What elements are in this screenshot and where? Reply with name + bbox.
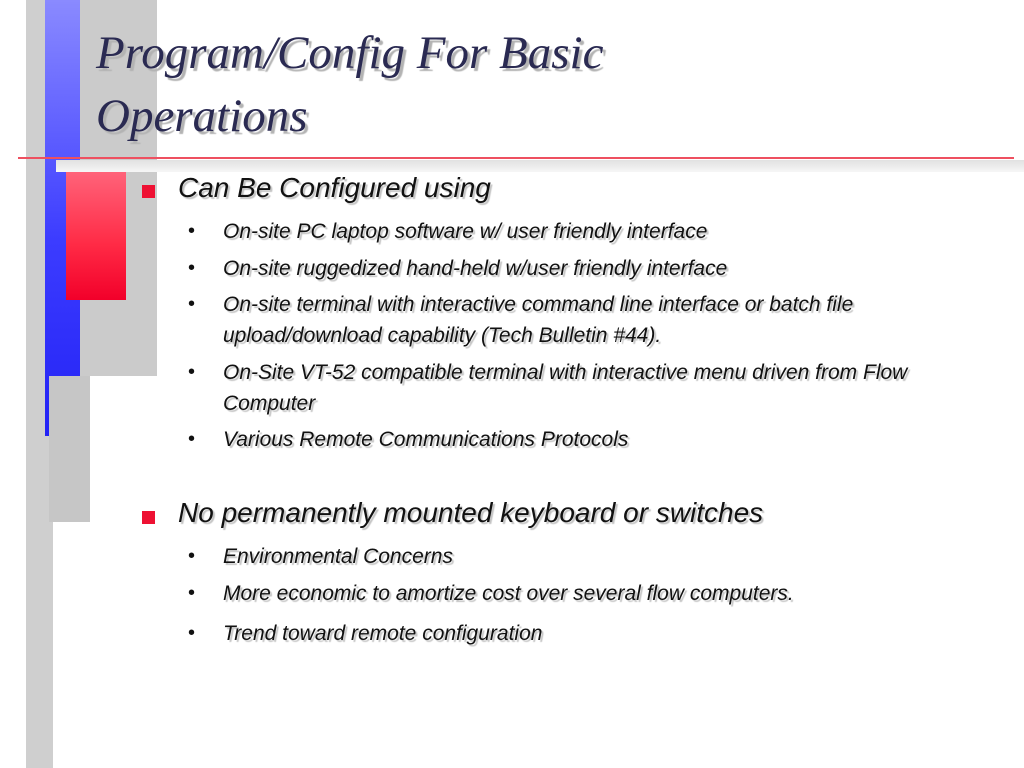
list-item: On-Site VT-52 compatible terminal with interactive menu driven from Flow Computer xyxy=(223,361,908,415)
title-underline xyxy=(18,157,1014,159)
decorative-gray-block xyxy=(49,376,90,522)
dot-bullet-icon: • xyxy=(188,582,196,604)
list-item: On-site terminal with interactive command line interface or batch file upload/download capability (Tech Bulletin #44). xyxy=(223,293,854,347)
list-item: More economic to amortize cost over several flow computers. xyxy=(223,582,794,605)
red-square-bullet-icon xyxy=(142,511,155,524)
red-square-bullet-icon xyxy=(142,185,155,198)
dot-bullet-icon: • xyxy=(188,545,196,567)
title-underline-shadow xyxy=(56,160,1024,172)
slide-title-line-1: Program/Config For Basic xyxy=(96,27,604,79)
slide-title-line-2: Operations xyxy=(96,90,308,142)
dot-bullet-icon: • xyxy=(188,257,196,279)
list-item: Various Remote Communications Protocols xyxy=(223,428,629,451)
list-item: On-site PC laptop software w/ user friendly interface xyxy=(223,220,708,243)
slide-title xyxy=(96,22,976,148)
dot-bullet-icon: • xyxy=(188,293,196,315)
list-item: On-site ruggedized hand-held w/user friendly interface xyxy=(223,257,728,280)
list-item: Environmental Concerns xyxy=(223,545,453,568)
list-item: Trend toward remote configuration xyxy=(223,622,543,645)
dot-bullet-icon: • xyxy=(188,220,196,242)
dot-bullet-icon: • xyxy=(188,622,196,644)
decorative-red-block xyxy=(66,163,126,300)
dot-bullet-icon: • xyxy=(188,428,196,450)
dot-bullet-icon: • xyxy=(188,361,196,383)
section-heading: No permanently mounted keyboard or switches xyxy=(178,497,764,528)
section-heading: Can Be Configured using xyxy=(178,172,491,203)
